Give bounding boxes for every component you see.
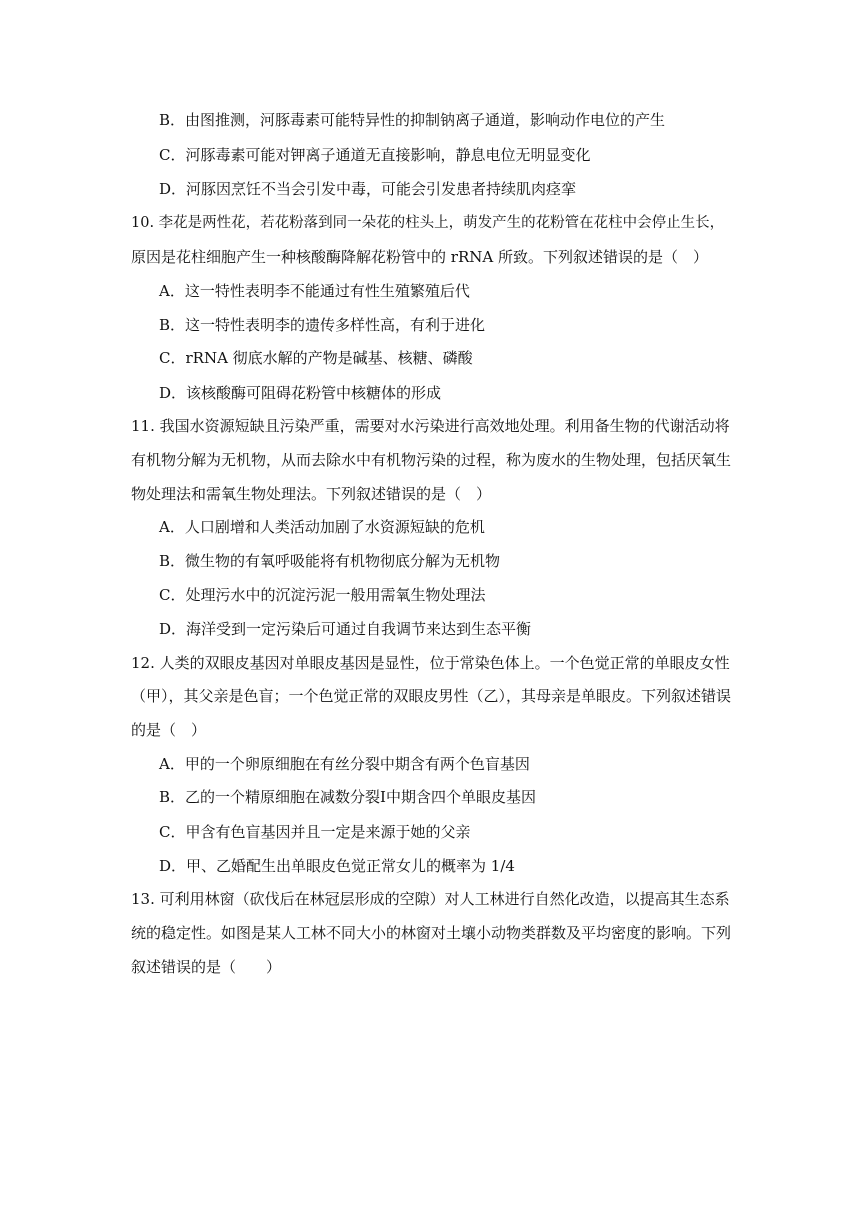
q11-stem-line-1: 11. 我国水资源短缺且污染严重，需要对水污染进行高效地处理。利用备生物的代谢活动将	[131, 417, 730, 435]
q11-stem-line-2: 有机物分解为无机物，从而去除水中有机物污染的过程，称为废水的生物处理，包括厌氧生	[131, 451, 732, 469]
q11-stem-line-3: 物处理法和需氧生物处理法。下列叙述错误的是（ ）	[131, 485, 492, 503]
q11-option-c: C．处理污水中的沉淀污泥一般用需氧生物处理法	[159, 586, 486, 604]
q12-stem-line-1: 12. 人类的双眼皮基因对单眼皮基因是显性，位于常染色体上。一个色觉正常的单眼皮女性	[131, 654, 730, 672]
q10-stem-line-1: 10. 李花是两性花，若花粉落到同一朵花的柱头上，萌发产生的花粉管在花柱中会停止生长，	[131, 215, 725, 231]
q13-stem-line-1: 13. 可利用林窗（砍伐后在林冠层形成的空隙）对人工林进行自然化改造，以提高其生态系	[131, 890, 730, 908]
q11-option-a: A．人口剧增和人类活动加剧了水资源短缺的危机	[159, 518, 485, 536]
q9-option-b: B．由图推测，河豚毒素可能特异性的抑制钠离子通道，影响动作电位的产生	[159, 111, 666, 129]
q12-option-c: C．甲含有色盲基因并且一定是来源于她的父亲	[159, 823, 471, 841]
q12-stem-line-3: 的是（ ）	[131, 721, 207, 739]
q12-option-b: B．乙的一个精原细胞在减数分裂Ⅰ中期含四个单眼皮基因	[159, 788, 536, 806]
q11-option-b: B．微生物的有氧呼吸能将有机物彻底分解为无机物	[159, 552, 501, 570]
q10-option-c: C．rRNA 彻底水解的产物是碱基、核糖、磷酸	[159, 349, 473, 367]
q9-option-c: C．河豚毒素可能对钾离子通道无直接影响，静息电位无明显变化	[159, 146, 591, 164]
q9-option-d: D．河豚因烹饪不当会引发中毒，可能会引发患者持续肌肉痉挛	[159, 180, 577, 198]
q10-option-b: B．这一特性表明李的遗传多样性高，有利于进化	[159, 316, 486, 334]
q10-stem-line-2: 原因是花柱细胞产生一种核酸酶降解花粉管中的 rRNA 所致。下列叙述错误的是（ ）	[131, 248, 708, 266]
q13-stem-line-3: 叙述错误的是（ ）	[131, 958, 282, 976]
q11-option-d: D．海洋受到一定污染后可通过自我调节来达到生态平衡	[159, 620, 532, 638]
q12-option-a: A．甲的一个卵原细胞在有丝分裂中期含有两个色盲基因	[159, 755, 530, 773]
q10-option-a: A．这一特性表明李不能通过有性生殖繁殖后代	[159, 282, 470, 300]
q12-option-d: D．甲、乙婚配生出单眼皮色觉正常女儿的概率为 1/4	[159, 857, 515, 875]
q12-stem-line-2: （甲），其父亲是色盲；一个色觉正常的双眼皮男性（乙），其母亲是单眼皮。下列叙述错误	[131, 687, 732, 705]
q10-option-d: D．该核酸酶可阻碍花粉管中核糖体的形成	[159, 384, 442, 402]
q13-stem-line-2: 统的稳定性。如图是某人工林不同大小的林窗对土壤小动物类群数及平均密度的影响。下列	[131, 924, 732, 942]
